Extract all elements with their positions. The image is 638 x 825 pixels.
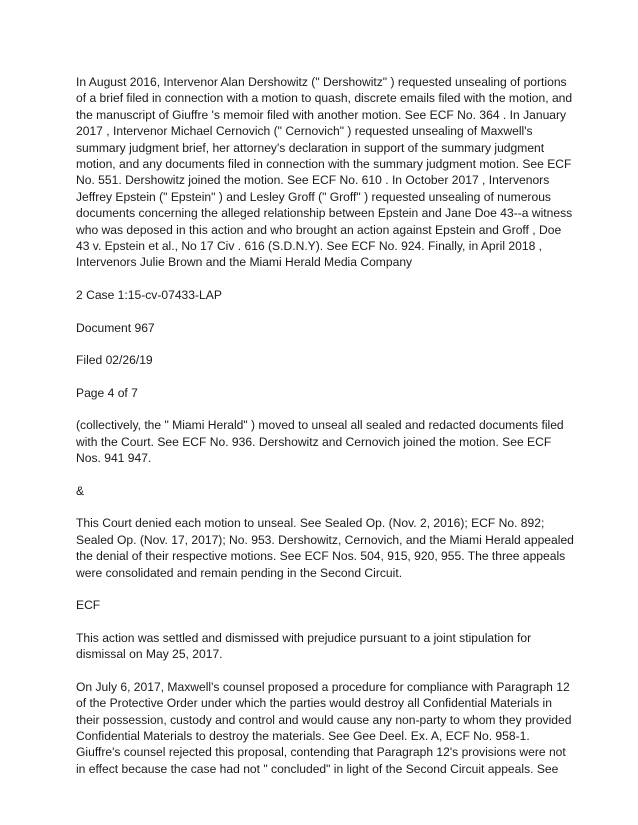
paragraph-denial-and-appeals: This Court denied each motion to unseal. See Sealed Op. (Nov. 2, 2016); ECF No. 892; Sealed Op. (Nov. 17, 2017); No. 953. Dershowitz, Cernovich, and the Miami Herald appealed the denial of their respective motions. See ECF Nos. 504, 915, 920, 955. The three appeals were consolidated and remain pending in the Second Circuit. xyxy=(76,516,574,580)
paragraph-filed-date: Filed 02/26/19 xyxy=(76,353,153,368)
paragraph-dismissal: This action was settled and dismissed with prejudice pursuant to a joint stipulation for dismissal on May 25, 2017. xyxy=(76,630,532,662)
paragraph-miami-herald-motion: (collectively, the " Miami Herald" ) moved to unseal all sealed and redacted documents filed with the Court. See ECF No. 936. Dershowitz and Cernovich joined the motion. See ECF Nos. 941 947. xyxy=(76,418,564,466)
paragraph-procedural-history: In August 2016, Intervenor Alan Dershowitz (" Dershowitz" ) requested unsealing of portions of a brief filed in connection with a motion to quash, discrete emails filed with the motion, and the manuscript of Giuffre 's memoir filed with another motion. See ECF No. 364 . In January 2017 , Intervenor Michael Cernovich (" Cernovich" ) requested unsealing of Maxwell's summary judgment brief, her attorney's declaration in support of the summary judgment motion, and any documents filed in connection with the summary judgment motion. See ECF No. 551. Dershowitz joined the motion. See ECF No. 610 . In October 2017 , Intervenors Jeffrey Epstein (" Epstein" ) and Lesley Groff (" Groff" ) requested unsealing of numerous documents concerning the alleged relationship between Epstein and Jane Doe 43--a witness who was deposed in this action and who brought an action against Epstein and Groff , Doe 43 v. Epstein et al., No 17 Civ . 616 (S.D.N.Y). See ECF No. 924. Finally, in April 2018 , Intervenors Julie Brown and the Miami Herald Media Company xyxy=(76,75,573,270)
paragraph-document-number: Document 967 xyxy=(76,320,155,335)
paragraph-page-number: Page 4 of 7 xyxy=(76,385,138,400)
paragraph-case-number: 2 Case 1:15-cv-07433-LAP xyxy=(76,288,222,303)
paragraph-ecf: ECF xyxy=(76,598,101,613)
paragraph-protective-order: On July 6, 2017, Maxwell's counsel proposed a procedure for compliance with Paragraph 12 of the Protective Order under which the parties would destroy all Confidential Materials in their possession, custody and control and would cause any non-party to whom they provided Confidential Materials to destroy the materials. See Gee Deel. Ex. A, ECF No. 958-1. Giuffre's counsel rejected this proposal, contending that Paragraph 12's provisions were not in effect because the case had not " concluded" in light of the Second Circuit appeals. See xyxy=(76,679,572,776)
document-body xyxy=(76,74,576,793)
paragraph-ampersand: & xyxy=(76,483,85,498)
